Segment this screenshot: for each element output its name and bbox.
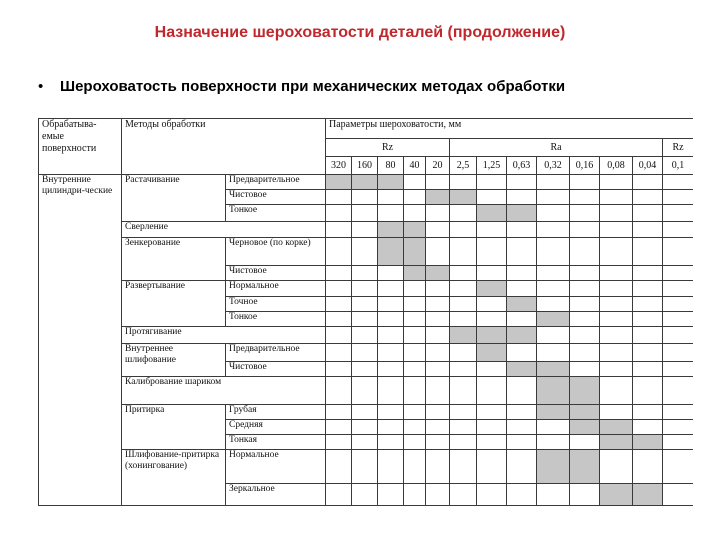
- range-cell-empty: [507, 435, 537, 450]
- range-cell-empty: [426, 377, 450, 405]
- range-cell-empty: [633, 450, 663, 484]
- range-cell-empty: [663, 420, 694, 435]
- range-cell-empty: [378, 362, 404, 377]
- range-cell-empty: [352, 281, 378, 297]
- submethod-cell: Зеркальное: [226, 484, 326, 506]
- range-cell-empty: [633, 327, 663, 344]
- header-value: 2,5: [450, 157, 477, 175]
- range-cell-empty: [378, 281, 404, 297]
- range-cell-empty: [326, 222, 352, 238]
- method-cell: Растачивание: [122, 175, 226, 222]
- range-cell-empty: [570, 205, 600, 222]
- range-cell-empty: [633, 266, 663, 281]
- range-cell-empty: [450, 405, 477, 420]
- range-cell-empty: [477, 484, 507, 506]
- range-cell-empty: [352, 405, 378, 420]
- range-cell-empty: [450, 312, 477, 327]
- range-cell-empty: [477, 190, 507, 205]
- header-surfaces: Обрабатыва-емые поверхности: [39, 119, 122, 175]
- submethod-cell: Чистовое: [226, 190, 326, 205]
- range-cell-empty: [600, 344, 633, 362]
- range-cell-empty: [326, 266, 352, 281]
- range-cell-empty: [537, 238, 570, 266]
- range-cell-empty: [378, 435, 404, 450]
- range-cell-filled: [633, 435, 663, 450]
- range-cell-empty: [537, 175, 570, 190]
- range-cell-empty: [450, 238, 477, 266]
- range-cell-filled: [378, 238, 404, 266]
- range-cell-empty: [326, 205, 352, 222]
- range-cell-empty: [450, 266, 477, 281]
- range-cell-empty: [352, 266, 378, 281]
- range-cell-empty: [570, 190, 600, 205]
- range-cell-empty: [477, 405, 507, 420]
- range-cell-empty: [663, 435, 694, 450]
- range-cell-filled: [450, 327, 477, 344]
- range-cell-empty: [426, 281, 450, 297]
- roughness-table-wrapper: [38, 118, 693, 508]
- range-cell-filled: [633, 484, 663, 506]
- bullet-line: [38, 78, 565, 95]
- range-cell-empty: [326, 435, 352, 450]
- range-cell-empty: [633, 190, 663, 205]
- range-cell-empty: [570, 222, 600, 238]
- range-cell-filled: [404, 238, 426, 266]
- range-cell-empty: [537, 266, 570, 281]
- range-cell-empty: [378, 312, 404, 327]
- range-cell-filled: [507, 297, 537, 312]
- range-cell-empty: [507, 450, 537, 484]
- range-cell-filled: [600, 484, 633, 506]
- range-cell-empty: [426, 205, 450, 222]
- submethod-cell: Предварительное: [226, 344, 326, 362]
- range-cell-empty: [570, 281, 600, 297]
- range-cell-filled: [537, 450, 570, 484]
- range-cell-empty: [426, 344, 450, 362]
- range-cell-empty: [450, 175, 477, 190]
- range-cell-empty: [600, 297, 633, 312]
- range-cell-empty: [352, 190, 378, 205]
- header-value: 0,1: [663, 157, 694, 175]
- range-cell-empty: [352, 205, 378, 222]
- range-cell-filled: [477, 281, 507, 297]
- range-cell-empty: [663, 405, 694, 420]
- slide-title: Назначение шероховатости деталей (продолжение): [154, 24, 566, 41]
- submethod-cell: Черновое (по корке): [226, 238, 326, 266]
- range-cell-empty: [507, 281, 537, 297]
- range-cell-filled: [600, 420, 633, 435]
- range-cell-filled: [326, 175, 352, 190]
- range-cell-empty: [537, 281, 570, 297]
- range-cell-empty: [326, 420, 352, 435]
- range-cell-empty: [404, 420, 426, 435]
- submethod-cell: Чистовое: [226, 362, 326, 377]
- table-row: [39, 238, 694, 266]
- range-cell-empty: [600, 377, 633, 405]
- range-cell-empty: [537, 420, 570, 435]
- range-cell-filled: [426, 266, 450, 281]
- method-cell: Шлифование-притирка (хонингование): [122, 450, 226, 506]
- range-cell-filled: [378, 175, 404, 190]
- range-cell-empty: [570, 175, 600, 190]
- range-cell-empty: [426, 484, 450, 506]
- range-cell-empty: [477, 377, 507, 405]
- header-value: 20: [426, 157, 450, 175]
- range-cell-empty: [570, 344, 600, 362]
- range-cell-empty: [537, 344, 570, 362]
- range-cell-empty: [537, 327, 570, 344]
- range-cell-empty: [404, 344, 426, 362]
- range-cell-empty: [663, 484, 694, 506]
- range-cell-empty: [326, 344, 352, 362]
- range-cell-empty: [633, 205, 663, 222]
- range-cell-empty: [600, 281, 633, 297]
- range-cell-empty: [507, 405, 537, 420]
- range-cell-empty: [450, 420, 477, 435]
- range-cell-empty: [570, 238, 600, 266]
- range-cell-filled: [570, 377, 600, 405]
- range-cell-empty: [507, 238, 537, 266]
- range-cell-empty: [507, 266, 537, 281]
- submethod-cell: Тонкое: [226, 205, 326, 222]
- range-cell-empty: [663, 327, 694, 344]
- range-cell-empty: [352, 362, 378, 377]
- range-cell-empty: [326, 312, 352, 327]
- range-cell-empty: [600, 450, 633, 484]
- range-cell-empty: [450, 377, 477, 405]
- range-cell-empty: [326, 297, 352, 312]
- range-cell-filled: [477, 327, 507, 344]
- range-cell-empty: [352, 344, 378, 362]
- range-cell-filled: [477, 344, 507, 362]
- range-cell-empty: [633, 175, 663, 190]
- range-cell-empty: [378, 297, 404, 312]
- range-cell-empty: [426, 405, 450, 420]
- range-cell-empty: [477, 266, 507, 281]
- range-cell-empty: [426, 175, 450, 190]
- range-cell-empty: [477, 297, 507, 312]
- header-methods: Методы обработки: [122, 119, 326, 175]
- range-cell-empty: [537, 297, 570, 312]
- header-value: 0,63: [507, 157, 537, 175]
- range-cell-empty: [326, 281, 352, 297]
- range-cell-empty: [404, 435, 426, 450]
- range-cell-empty: [326, 238, 352, 266]
- range-cell-empty: [600, 405, 633, 420]
- range-cell-empty: [537, 190, 570, 205]
- range-cell-filled: [426, 190, 450, 205]
- range-cell-filled: [537, 405, 570, 420]
- bullet-text: Шероховатость поверхности при механических методах обработки: [60, 78, 566, 95]
- method-cell: Протягивание: [122, 327, 326, 344]
- range-cell-empty: [600, 327, 633, 344]
- table-row: [39, 327, 694, 344]
- table-row: [39, 222, 694, 238]
- range-cell-empty: [326, 484, 352, 506]
- range-cell-empty: [326, 405, 352, 420]
- range-cell-empty: [404, 377, 426, 405]
- range-cell-empty: [600, 205, 633, 222]
- range-cell-empty: [600, 222, 633, 238]
- range-cell-empty: [570, 297, 600, 312]
- range-cell-empty: [507, 377, 537, 405]
- range-cell-empty: [537, 222, 570, 238]
- range-cell-empty: [633, 344, 663, 362]
- header-value: 40: [404, 157, 426, 175]
- range-cell-empty: [570, 362, 600, 377]
- range-cell-empty: [507, 190, 537, 205]
- method-cell: Сверление: [122, 222, 326, 238]
- range-cell-empty: [378, 405, 404, 420]
- range-cell-empty: [426, 312, 450, 327]
- header-value: 0,04: [633, 157, 663, 175]
- range-cell-empty: [404, 327, 426, 344]
- range-cell-empty: [404, 362, 426, 377]
- range-cell-empty: [570, 266, 600, 281]
- header-value: 160: [352, 157, 378, 175]
- header-group-ra: Ra: [450, 139, 663, 157]
- range-cell-empty: [378, 484, 404, 506]
- table-row: [39, 175, 694, 190]
- range-cell-empty: [352, 377, 378, 405]
- range-cell-empty: [426, 362, 450, 377]
- range-cell-empty: [663, 205, 694, 222]
- range-cell-empty: [477, 222, 507, 238]
- range-cell-empty: [633, 362, 663, 377]
- header-group-rz: Rz: [326, 139, 450, 157]
- range-cell-empty: [663, 238, 694, 266]
- range-cell-empty: [326, 190, 352, 205]
- table-row: [39, 377, 694, 405]
- range-cell-empty: [570, 312, 600, 327]
- range-cell-empty: [663, 377, 694, 405]
- range-cell-empty: [326, 327, 352, 344]
- range-cell-empty: [663, 222, 694, 238]
- range-cell-empty: [326, 450, 352, 484]
- submethod-cell: Тонкая: [226, 435, 326, 450]
- range-cell-empty: [600, 175, 633, 190]
- range-cell-empty: [507, 175, 537, 190]
- range-cell-empty: [404, 484, 426, 506]
- submethod-cell: Чистовое: [226, 266, 326, 281]
- table-row: [39, 344, 694, 362]
- range-cell-empty: [426, 327, 450, 344]
- range-cell-filled: [404, 266, 426, 281]
- range-cell-filled: [450, 190, 477, 205]
- range-cell-empty: [663, 297, 694, 312]
- range-cell-empty: [404, 190, 426, 205]
- range-cell-empty: [507, 484, 537, 506]
- range-cell-empty: [352, 450, 378, 484]
- range-cell-empty: [352, 484, 378, 506]
- range-cell-empty: [352, 420, 378, 435]
- range-cell-empty: [378, 450, 404, 484]
- submethod-cell: Точное: [226, 297, 326, 312]
- method-cell: Калибрование шариком: [122, 377, 326, 405]
- submethod-cell: Грубая: [226, 405, 326, 420]
- range-cell-empty: [663, 344, 694, 362]
- range-cell-empty: [633, 405, 663, 420]
- range-cell-empty: [507, 344, 537, 362]
- submethod-cell: Нормальное: [226, 450, 326, 484]
- range-cell-empty: [507, 420, 537, 435]
- range-cell-empty: [426, 297, 450, 312]
- range-cell-empty: [426, 420, 450, 435]
- range-cell-empty: [404, 405, 426, 420]
- range-cell-filled: [570, 450, 600, 484]
- range-cell-empty: [507, 222, 537, 238]
- range-cell-empty: [477, 362, 507, 377]
- range-cell-empty: [404, 297, 426, 312]
- method-cell: Зенкерование: [122, 238, 226, 281]
- range-cell-empty: [450, 344, 477, 362]
- range-cell-empty: [633, 297, 663, 312]
- range-cell-empty: [450, 297, 477, 312]
- submethod-cell: Предварительное: [226, 175, 326, 190]
- range-cell-filled: [600, 435, 633, 450]
- table-row: [39, 281, 694, 297]
- range-cell-empty: [477, 450, 507, 484]
- range-cell-empty: [663, 190, 694, 205]
- range-cell-empty: [477, 420, 507, 435]
- range-cell-empty: [378, 377, 404, 405]
- range-cell-filled: [570, 420, 600, 435]
- range-cell-empty: [600, 238, 633, 266]
- range-cell-empty: [537, 484, 570, 506]
- range-cell-empty: [326, 377, 352, 405]
- range-cell-filled: [507, 362, 537, 377]
- submethod-cell: Средняя: [226, 420, 326, 435]
- range-cell-empty: [600, 312, 633, 327]
- range-cell-empty: [352, 222, 378, 238]
- header-value: 80: [378, 157, 404, 175]
- range-cell-empty: [352, 297, 378, 312]
- range-cell-empty: [404, 450, 426, 484]
- range-cell-filled: [477, 205, 507, 222]
- range-cell-empty: [404, 205, 426, 222]
- range-cell-empty: [633, 377, 663, 405]
- range-cell-empty: [426, 222, 450, 238]
- range-cell-empty: [326, 362, 352, 377]
- range-cell-empty: [378, 266, 404, 281]
- header-params: Параметры шероховатости, мм: [326, 119, 694, 139]
- range-cell-filled: [378, 222, 404, 238]
- range-cell-empty: [600, 362, 633, 377]
- range-cell-empty: [426, 435, 450, 450]
- range-cell-empty: [404, 175, 426, 190]
- range-cell-empty: [378, 190, 404, 205]
- range-cell-empty: [378, 327, 404, 344]
- header-value: 1,25: [477, 157, 507, 175]
- range-cell-empty: [352, 238, 378, 266]
- range-cell-empty: [663, 281, 694, 297]
- range-cell-empty: [352, 312, 378, 327]
- range-cell-empty: [663, 266, 694, 281]
- range-cell-empty: [352, 327, 378, 344]
- range-cell-filled: [570, 405, 600, 420]
- range-cell-empty: [426, 238, 450, 266]
- range-cell-filled: [352, 175, 378, 190]
- range-cell-empty: [663, 450, 694, 484]
- range-cell-empty: [450, 484, 477, 506]
- range-cell-empty: [378, 420, 404, 435]
- range-cell-filled: [537, 362, 570, 377]
- range-cell-empty: [633, 281, 663, 297]
- range-cell-empty: [426, 450, 450, 484]
- range-cell-empty: [477, 312, 507, 327]
- header-value: 0,08: [600, 157, 633, 175]
- range-cell-empty: [378, 344, 404, 362]
- range-cell-empty: [378, 205, 404, 222]
- roughness-table: [38, 118, 693, 506]
- range-cell-empty: [404, 281, 426, 297]
- range-cell-empty: [450, 205, 477, 222]
- bullet-dot: •: [38, 78, 44, 95]
- range-cell-filled: [537, 312, 570, 327]
- range-cell-empty: [450, 362, 477, 377]
- header-value: 320: [326, 157, 352, 175]
- range-cell-empty: [600, 190, 633, 205]
- header-value: 0,16: [570, 157, 600, 175]
- range-cell-empty: [352, 435, 378, 450]
- range-cell-empty: [450, 281, 477, 297]
- range-cell-empty: [404, 312, 426, 327]
- range-cell-empty: [663, 175, 694, 190]
- method-cell: Развертывание: [122, 281, 226, 327]
- method-cell: Внутреннее шлифование: [122, 344, 226, 377]
- range-cell-empty: [663, 362, 694, 377]
- header-group-rz: Rz: [663, 139, 694, 157]
- range-cell-empty: [450, 450, 477, 484]
- range-cell-empty: [477, 175, 507, 190]
- range-cell-empty: [570, 327, 600, 344]
- range-cell-empty: [477, 238, 507, 266]
- range-cell-empty: [570, 484, 600, 506]
- range-cell-empty: [507, 312, 537, 327]
- submethod-cell: Нормальное: [226, 281, 326, 297]
- range-cell-empty: [633, 238, 663, 266]
- range-cell-empty: [570, 435, 600, 450]
- range-cell-empty: [663, 312, 694, 327]
- surface-cell: Внутренние цилиндри-ческие: [39, 175, 122, 506]
- header-value: 0,32: [537, 157, 570, 175]
- range-cell-filled: [507, 205, 537, 222]
- range-cell-empty: [633, 420, 663, 435]
- range-cell-empty: [477, 435, 507, 450]
- table-row: [39, 450, 694, 484]
- range-cell-filled: [537, 377, 570, 405]
- range-cell-empty: [600, 266, 633, 281]
- table-row: [39, 405, 694, 420]
- range-cell-empty: [537, 205, 570, 222]
- method-cell: Притирка: [122, 405, 226, 450]
- range-cell-filled: [404, 222, 426, 238]
- range-cell-empty: [633, 222, 663, 238]
- range-cell-filled: [507, 327, 537, 344]
- range-cell-empty: [633, 312, 663, 327]
- range-cell-empty: [537, 435, 570, 450]
- submethod-cell: Тонкое: [226, 312, 326, 327]
- range-cell-empty: [450, 222, 477, 238]
- range-cell-empty: [450, 435, 477, 450]
